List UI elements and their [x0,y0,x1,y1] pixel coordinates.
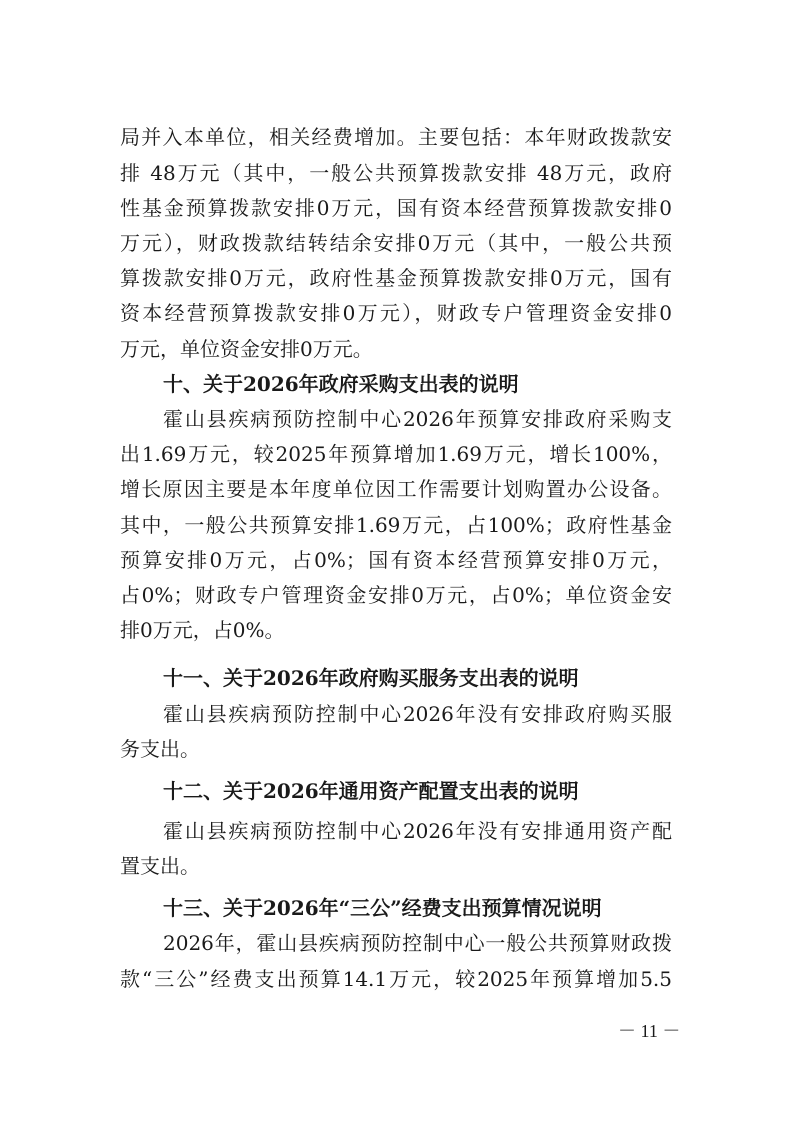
paragraph-line: 万元），财政拨款结转结余安排0万元（其中，一般公共预 [120,231,672,255]
paragraph-line: 款“三公”经费支出预算14.1万元，较2025年预算增加5.5 [120,967,672,991]
paragraph-line: 排 48万元（其中，一般公共预算拨款安排 48万元，政府 [120,161,672,185]
paragraph-line: 占0%；财政专户管理资金安排0万元，占0%；单位资金安 [120,583,672,607]
section-heading-11: 十一、关于2026年政府购买服务支出表的说明 [163,666,579,690]
paragraph-line: 其中，一般公共预算安排1.69万元，占100%；政府性基金 [120,513,672,537]
paragraph-line: 霍山县疾病预防控制中心2026年没有安排政府购买服 [163,702,672,726]
paragraph-line: 预算安排0万元，占0%；国有资本经营预算安排0万元， [120,548,672,572]
paragraph-line: 局并入本单位，相关经费增加。主要包括：本年财政拨款安 [120,125,672,149]
section-heading-10: 十、关于2026年政府采购支出表的说明 [163,372,519,396]
paragraph-line: 出1.69万元，较2025年预算增加1.69万元，增长100%， [120,442,672,466]
paragraph-line: 排0万元，占0%。 [120,618,285,642]
paragraph-line: 增长原因主要是本年度单位因工作需要计划购置办公设备。 [120,477,672,501]
paragraph-line: 2026年，霍山县疾病预防控制中心一般公共预算财政拨 [163,931,672,955]
paragraph-line: 万元，单位资金安排0万元。 [120,337,373,361]
paragraph-line: 霍山县疾病预防控制中心2026年预算安排政府采购支 [163,407,672,431]
paragraph-line: 置支出。 [120,854,200,878]
section-heading-13: 十三、关于2026年“三公”经费支出预算情况说明 [163,896,602,920]
section-heading-12: 十二、关于2026年通用资产配置支出表的说明 [163,779,579,803]
page-number: － 11 － [618,1021,681,1041]
paragraph-line: 性基金预算拨款安排0万元，国有资本经营预算拨款安排0 [120,196,672,220]
paragraph-line: 算拨款安排0万元，政府性基金预算拨款安排0万元，国有 [120,266,672,290]
paragraph-line: 务支出。 [120,737,200,761]
paragraph-line: 霍山县疾病预防控制中心2026年没有安排通用资产配 [163,819,672,843]
paragraph-line: 资本经营预算拨款安排0万元），财政专户管理资金安排0 [120,301,672,325]
